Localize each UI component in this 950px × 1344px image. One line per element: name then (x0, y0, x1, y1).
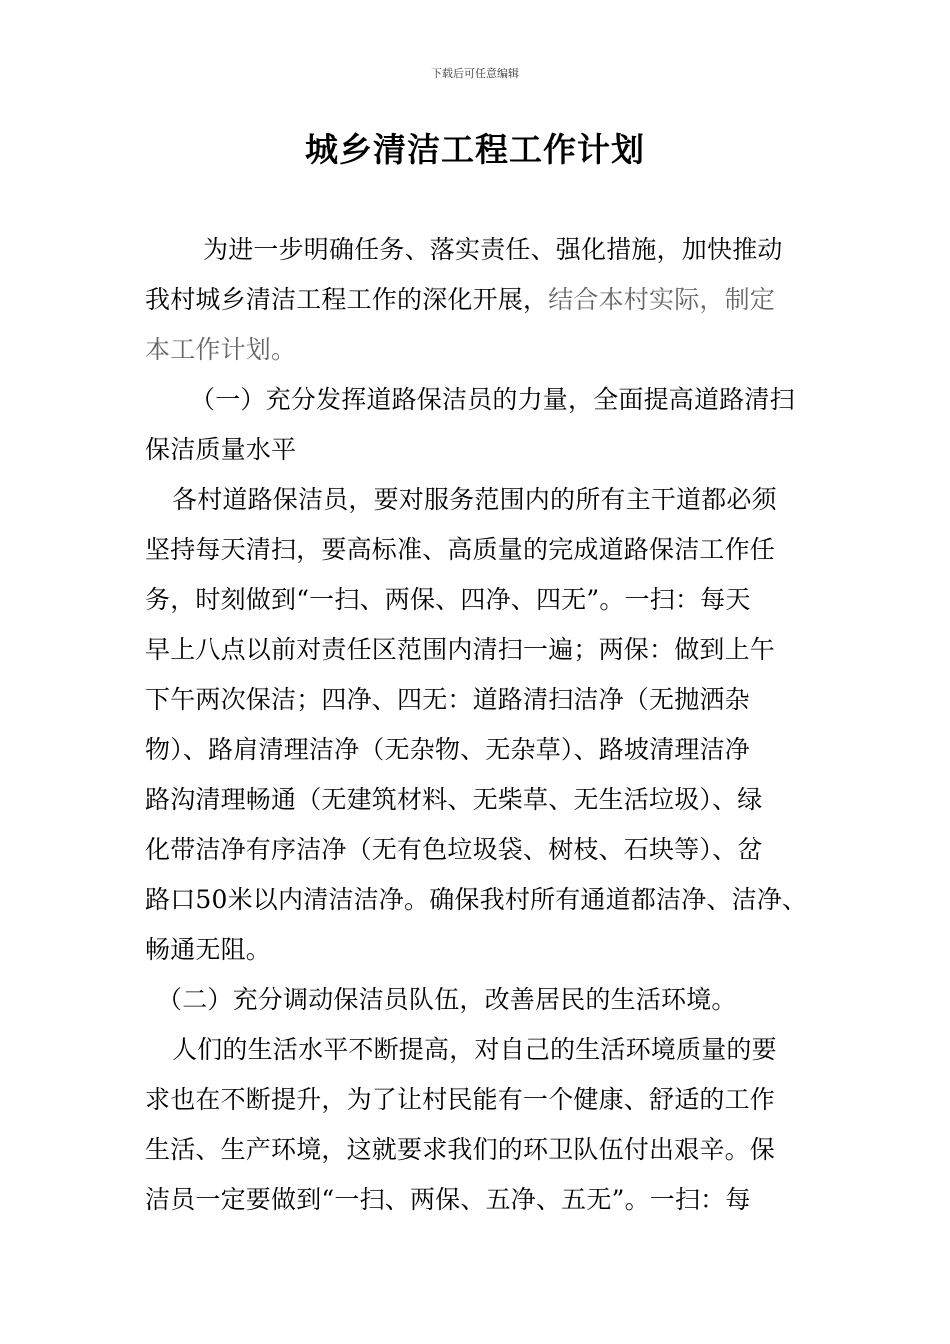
header-note: 下载后可任意编辑 (431, 67, 519, 80)
text-segment-gray: 结合本村实际，制定 (548, 285, 776, 314)
text-line: 本工作计划。 (145, 335, 297, 364)
text-line: 为进一步明确任务、落实责任、强化措施，加快推动 (203, 235, 783, 264)
text-line: 生活、生产环境，这就要求我们的环卫队伍付出艰辛。保 (145, 1135, 776, 1164)
document-title: 城乡清洁工程工作计划 (305, 130, 645, 169)
text-line: 各村道路保洁员，要对服务范围内的所有主干道都必须 (172, 485, 777, 514)
text-line: 务，时刻做到“一扫、两保、四净、四无”。一扫：每天 (145, 585, 751, 614)
text-line: 保洁质量水平 (145, 435, 297, 464)
text-line (145, 275, 815, 325)
section-heading-2: （二）充分调动保洁员队伍，改善居民的生活环境。 (157, 985, 737, 1014)
text-line: 畅通无阻。 (145, 935, 272, 964)
text-line: 路沟清理畅通（无建筑材料、无柴草、无生活垃圾）、绿 (145, 785, 763, 814)
text-line: 坚持每天清扫，要高标准、高质量的完成道路保洁工作任 (145, 535, 776, 564)
text-line: 洁员一定要做到“一扫、两保、五净、五无”。一扫：每 (145, 1185, 751, 1214)
text-line: 求也在不断提升，为了让村民能有一个健康、舒适的工作 (145, 1085, 776, 1114)
text-line: 化带洁净有序洁净（无有色垃圾袋、树枝、石块等）、岔 (145, 835, 763, 864)
section-heading-1: （一）充分发挥道路保洁员的力量，全面提高道路清扫 (190, 385, 795, 414)
text-line: 早上八点以前对责任区范围内清扫一遍；两保：做到上午 (145, 635, 776, 664)
text-line: 人们的生活水平不断提高，对自己的生活环境质量的要 (172, 1035, 777, 1064)
text-line: 物）、路肩清理洁净（无杂物、无杂草）、路坡清理洁净 (145, 735, 751, 764)
document-body (145, 225, 815, 1225)
text-segment: 我村城乡清洁工程工作的深化开展， (145, 285, 549, 314)
text-line: 路口50米以内清洁洁净。确保我村所有通道都洁净、洁净、 (145, 885, 808, 914)
text-line: 下午两次保洁；四净、四无：道路清扫洁净（无抛洒杂 (145, 685, 750, 714)
